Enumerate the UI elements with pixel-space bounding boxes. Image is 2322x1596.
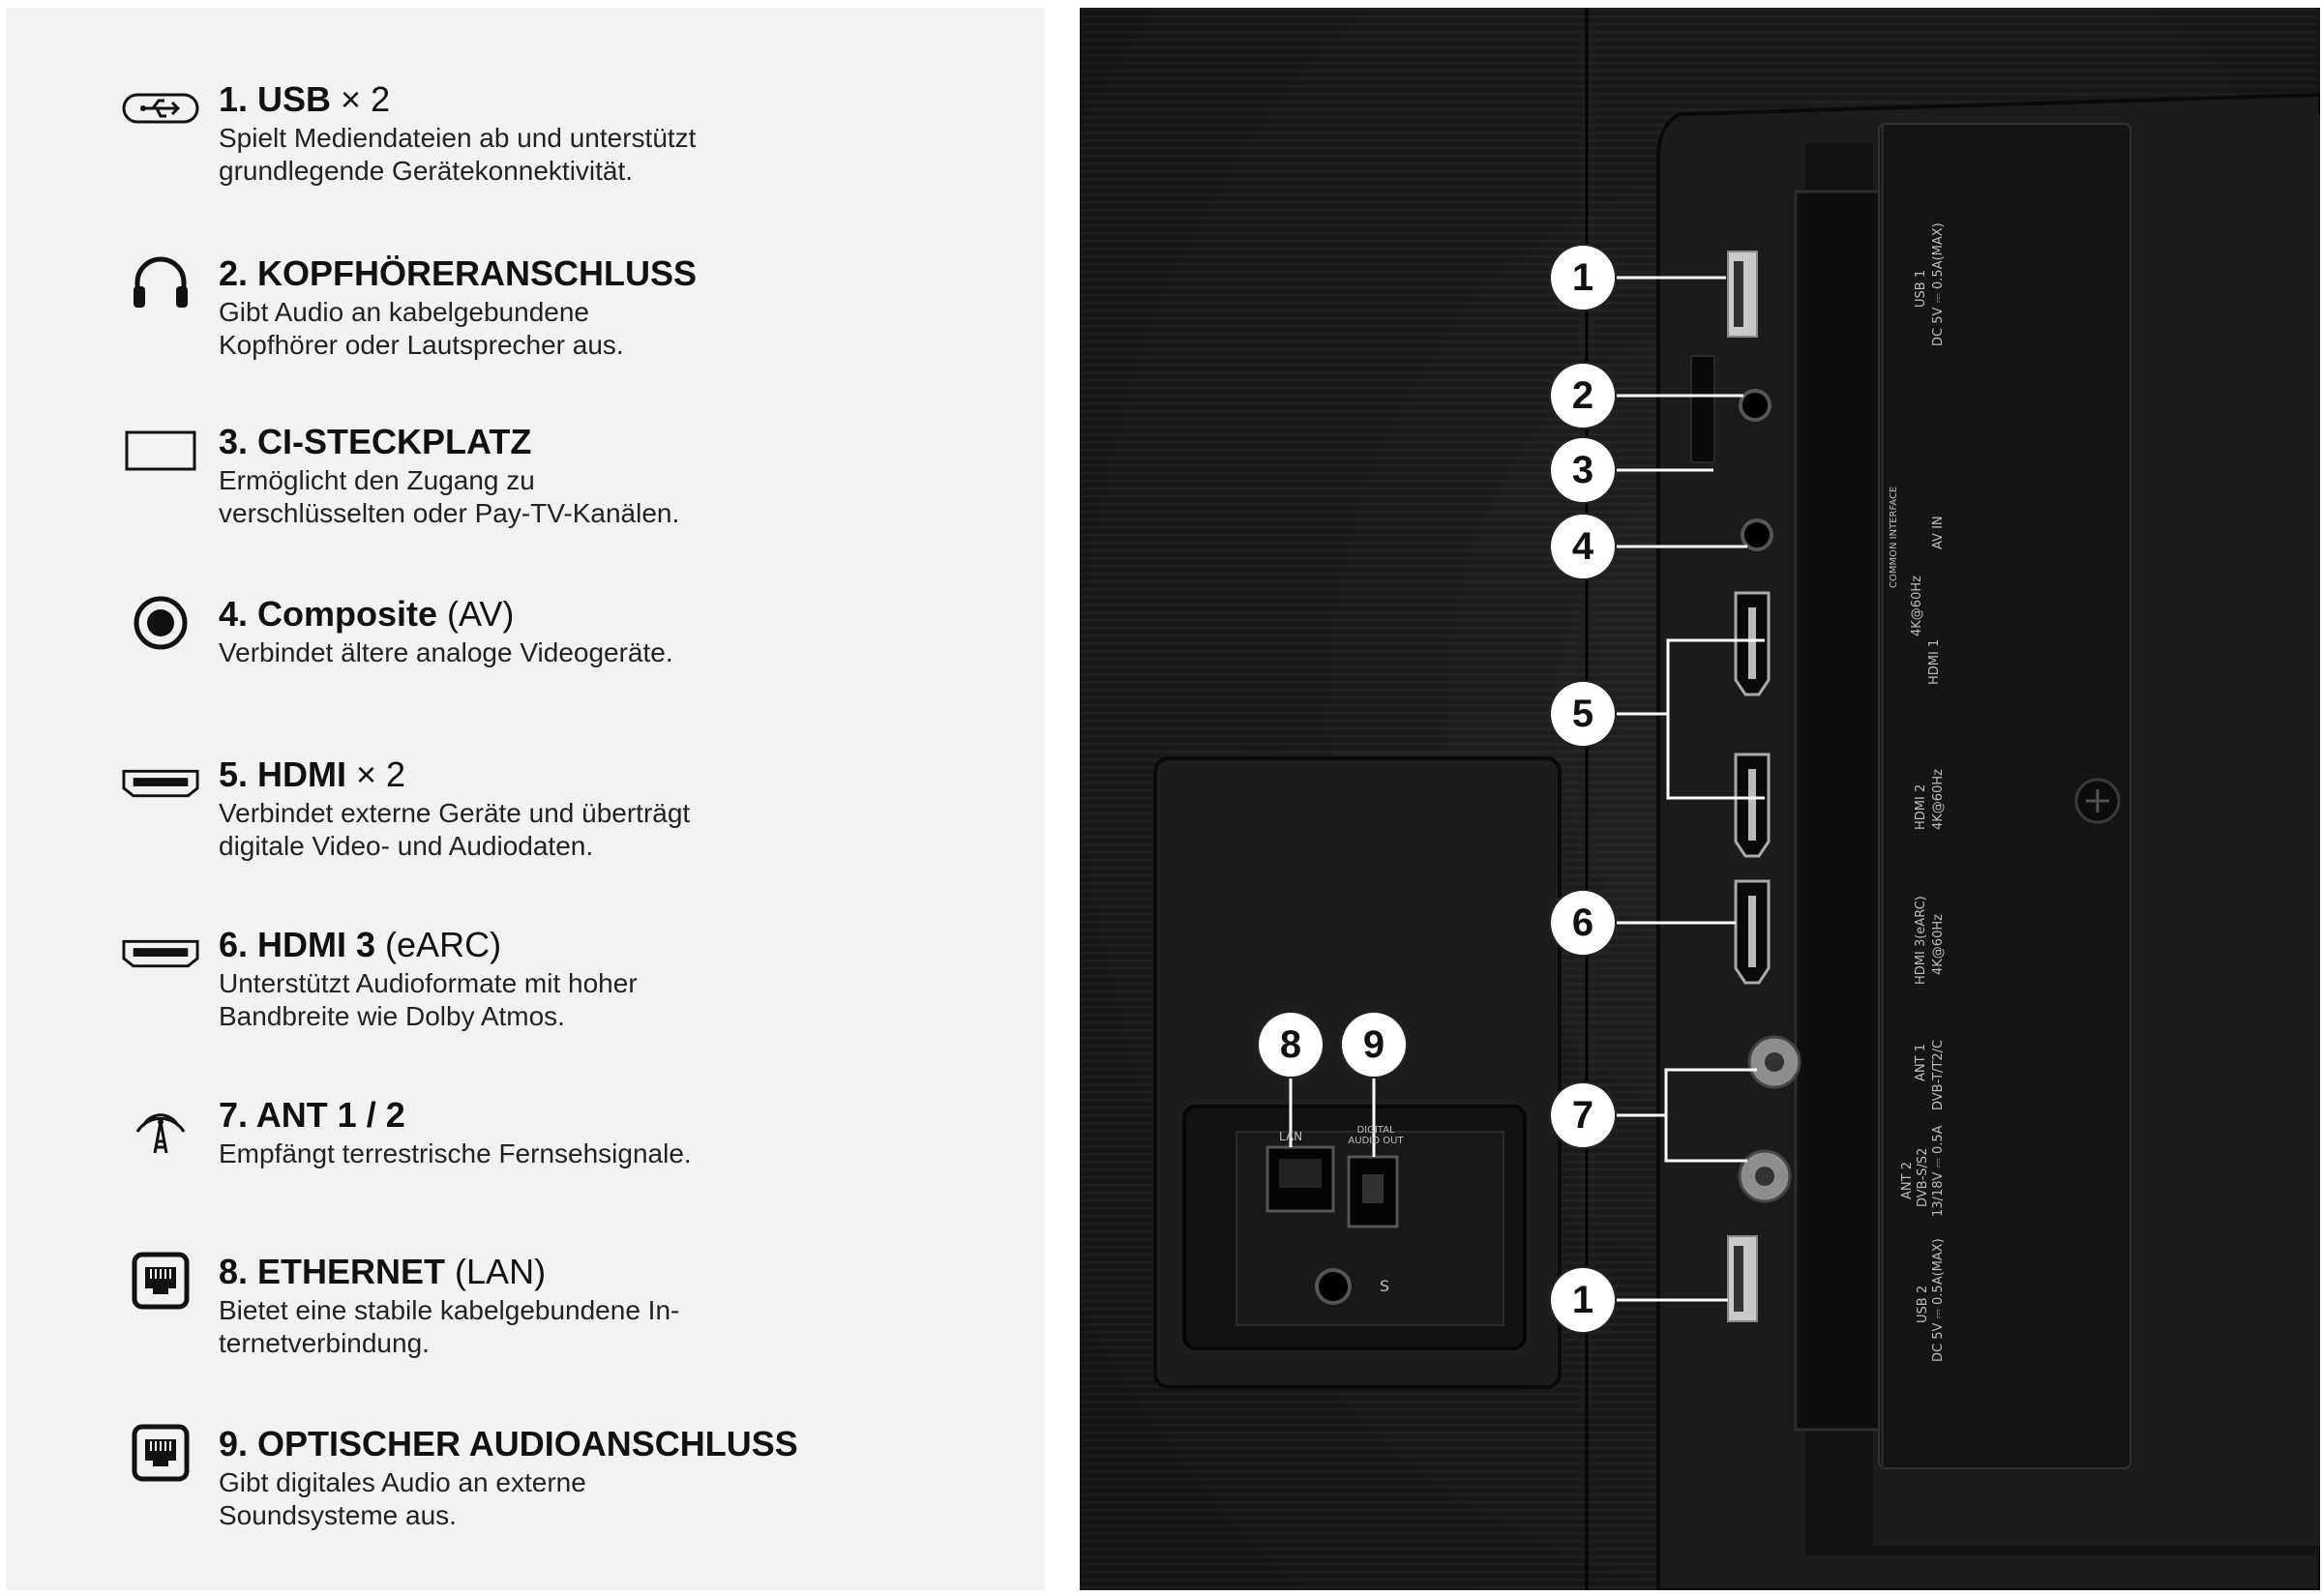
port-description: Gibt Audio an kabelgebundene Kopfhörer oder Lautsprecher aus. [219,297,624,360]
callout-badge: 8 [1259,1013,1323,1077]
headphone-icon [122,253,199,311]
panel-label: ANT 2 [1900,1162,1915,1199]
port-item-composite [219,594,673,669]
panel-label: DC 5V ⎓ 0.5A(MAX) [1931,222,1946,346]
panel-label: 4K@60Hz [1910,576,1924,636]
panel-label: DVB-T/T2/C [1931,1039,1946,1110]
port-item-ci-slot [219,422,679,530]
usb-icon [122,79,199,137]
panel-label: DVB-S/S2 [1916,1147,1930,1207]
optical-icon [122,1424,199,1482]
callout-badge: 7 [1551,1083,1615,1147]
port-description: Bietet eine stabile kabelgebundene In- ternetverbindung. [219,1295,680,1358]
callout-badge: 2 [1551,364,1615,428]
panel-label: 4K@60Hz [1931,914,1946,975]
panel-label: S [1380,1277,1390,1295]
port-description: Unterstützt Audioformate mit hoher Bandbreite wie Dolby Atmos. [219,968,638,1031]
port-title: 5. HDMI [219,754,347,794]
panel-label: 13/18V ⎓ 0.5A [1931,1125,1946,1217]
port-title-suffix: (LAN) [445,1252,547,1291]
panel-label: DC 5V ⎓ 0.5A(MAX) [1931,1238,1946,1362]
hdmi-icon [122,925,199,983]
panel-label: DIGITAL AUDIO OUT [1348,1125,1404,1146]
callout-badge: 1 [1551,246,1615,310]
panel-label: AV IN [1931,516,1946,549]
port-title-suffix: × 2 [346,754,406,794]
port-description: Spielt Mediendateien ab und unterstützt grundlegende Gerätekonnektivität. [219,123,697,186]
port-description: Verbindet externe Geräte und überträgt digitale Video- und Audiodaten. [219,798,691,861]
ci-slot-icon [122,422,199,480]
panel-label: USB 2 [1916,1285,1930,1323]
port-title-suffix: (AV) [437,594,515,634]
panel-label: HDMI 3(eARC) [1914,896,1928,985]
callout-badge: 4 [1551,515,1615,578]
legend-panel [6,8,1045,1590]
port-title: 8. ETHERNET [219,1252,446,1291]
antenna-icon [122,1095,199,1153]
panel-label: USB 1 [1914,269,1928,308]
port-item-hdmi-earc [219,925,638,1033]
hdmi-icon [122,754,199,813]
port-title-suffix: × 2 [331,79,391,119]
tv-back-illustration [1080,8,2320,1590]
ethernet-icon [122,1252,199,1310]
port-description: Ermöglicht den Zugang zu verschlüsselten oder Pay-TV-Kanälen. [219,465,680,528]
port-title: 6. HDMI 3 [219,925,376,964]
tv-back-photo [1080,8,2320,1590]
port-title-suffix: (eARC) [375,925,502,964]
callout-badge: 6 [1551,891,1615,955]
callout-badge: 1 [1551,1268,1615,1332]
port-item-headphone [219,253,697,362]
port-item-hdmi [219,754,690,863]
port-title: 9. OPTISCHER AUDIOANSCHLUSS [219,1424,798,1463]
port-item-usb [219,79,696,188]
callout-badge: 5 [1551,682,1615,746]
port-description: Verbindet ältere analoge Videogeräte. [219,637,673,667]
port-item-antenna [219,1095,692,1170]
port-description: Empfängt terrestrische Fernsehsignale. [219,1138,692,1168]
panel-label: HDMI 1 [1927,638,1942,685]
callout-badge: 9 [1342,1013,1406,1077]
callout-badge: 3 [1551,438,1615,502]
panel-label: ANT 1 [1914,1044,1928,1081]
panel-label: HDMI 2 [1914,783,1928,830]
port-title: 4. Composite [219,594,438,634]
port-item-optical [219,1424,798,1532]
port-title: 1. USB [219,79,332,119]
panel-label: LAN [1279,1130,1303,1143]
port-title: 7. ANT 1 / 2 [219,1095,405,1135]
port-title: 2. KOPFHÖRERANSCHLUSS [219,253,698,293]
composite-icon [122,594,199,652]
port-title: 3. CI-STECKPLATZ [219,422,532,461]
panel-label: COMMON INTERFACE [1889,486,1899,588]
port-description: Gibt digitales Audio an externe Soundsysteme aus. [219,1467,586,1530]
port-item-ethernet [219,1252,679,1360]
panel-label: 4K@60Hz [1931,769,1946,830]
